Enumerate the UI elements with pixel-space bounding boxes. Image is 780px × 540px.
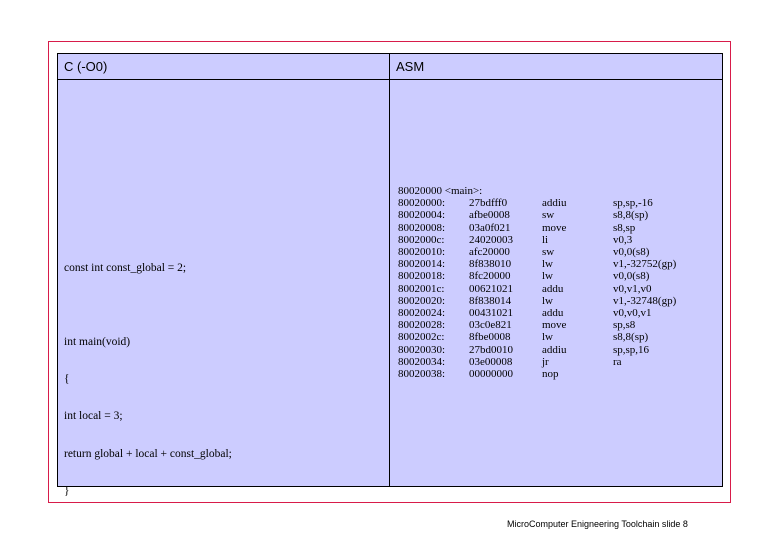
asm-machine-code: 00000000 <box>469 368 513 381</box>
c-column-header: C (-O0) <box>58 54 390 80</box>
c-code-line: { <box>64 373 70 386</box>
asm-column-header: ASM <box>390 54 722 80</box>
asm-row <box>398 270 676 282</box>
asm-operands: v0,v0,v1 <box>613 307 652 320</box>
asm-row <box>398 307 676 319</box>
asm-operands: s8,sp <box>613 221 636 234</box>
asm-address: 80020014: <box>398 258 446 271</box>
asm-opcode: addiu <box>542 197 567 210</box>
asm-machine-code: 8f838014 <box>469 294 512 307</box>
asm-row <box>398 344 676 356</box>
asm-operands: sp,sp,16 <box>613 343 650 356</box>
asm-machine-code: 03a0f021 <box>469 221 511 234</box>
c-code-line: int local = 3; <box>64 410 123 423</box>
asm-row <box>398 331 676 343</box>
asm-address: 80020020: <box>398 294 446 307</box>
asm-opcode: lw <box>542 331 553 344</box>
asm-machine-code: 8fbe0008 <box>469 331 511 344</box>
asm-row <box>398 368 676 380</box>
asm-machine-code: 27bdfff0 <box>469 197 508 210</box>
c-code-line: int main(void) <box>64 335 131 348</box>
asm-machine-code: 00621021 <box>469 282 513 295</box>
asm-operands: sp,s8 <box>613 319 636 332</box>
asm-address: 80020018: <box>398 270 446 283</box>
asm-machine-code: 03c0e821 <box>469 319 512 332</box>
asm-machine-code: afbe0008 <box>469 209 510 222</box>
asm-opcode: lw <box>542 294 553 307</box>
asm-row <box>398 258 676 270</box>
asm-address: 80020008: <box>398 221 446 234</box>
asm-operands: ra <box>613 355 622 368</box>
asm-operands: v1,-32748(gp) <box>613 294 677 307</box>
asm-opcode: lw <box>542 258 553 271</box>
asm-machine-code: 27bd0010 <box>469 343 513 356</box>
column-divider <box>389 80 390 486</box>
asm-operands: v0,v1,v0 <box>613 282 652 295</box>
asm-address: 80020034: <box>398 355 446 368</box>
c-code-line: const int const_global = 2; <box>64 261 187 274</box>
asm-operands: v1,-32752(gp) <box>613 258 677 271</box>
slide-footer: MicroComputer Enigneering Toolchain slide 8 <box>507 519 688 529</box>
asm-row <box>398 295 676 307</box>
asm-row <box>398 234 676 246</box>
code-comparison-table <box>57 53 723 497</box>
c-code-line: return global + local + const_global; <box>64 447 232 460</box>
asm-row <box>398 209 676 221</box>
asm-operands: v0,3 <box>613 233 633 246</box>
asm-opcode: jr <box>542 355 549 368</box>
asm-operands: s8,8(sp) <box>613 209 649 222</box>
asm-address: 80020000: <box>398 197 446 210</box>
asm-address: 80020028: <box>398 319 446 332</box>
c-code-line: } <box>64 484 70 497</box>
asm-machine-code: 00431021 <box>469 307 513 320</box>
asm-opcode: addu <box>542 307 564 320</box>
asm-address: 8002002c: <box>398 331 445 344</box>
asm-address: 80020010: <box>398 246 446 259</box>
asm-opcode: sw <box>542 209 555 222</box>
asm-machine-code: 03e00008 <box>469 355 513 368</box>
asm-row <box>398 283 676 295</box>
asm-row <box>398 222 676 234</box>
asm-row <box>398 246 676 258</box>
asm-opcode: addu <box>542 282 564 295</box>
asm-opcode: addiu <box>542 343 567 356</box>
asm-address: 80020004: <box>398 209 446 222</box>
asm-address: 80020024: <box>398 307 446 320</box>
asm-opcode: lw <box>542 270 553 283</box>
asm-row <box>398 197 676 209</box>
asm-machine-code: afc20000 <box>469 246 510 259</box>
asm-operands: v0,0(s8) <box>613 270 650 283</box>
asm-opcode: move <box>542 221 567 234</box>
asm-row <box>398 356 676 368</box>
asm-machine-code: 8fc20000 <box>469 270 511 283</box>
asm-machine-code: 8f838010 <box>469 258 512 271</box>
asm-listing <box>398 185 676 380</box>
asm-address: 8002001c: <box>398 282 445 295</box>
asm-row <box>398 319 676 331</box>
asm-opcode: sw <box>542 246 555 259</box>
asm-operands: s8,8(sp) <box>613 331 649 344</box>
asm-operands: v0,0(s8) <box>613 246 650 259</box>
asm-opcode: nop <box>542 368 559 381</box>
asm-address: 80020030: <box>398 343 446 356</box>
asm-address: 8002000c: <box>398 233 445 246</box>
asm-opcode: move <box>542 319 567 332</box>
asm-operands: sp,sp,-16 <box>613 197 653 210</box>
asm-address: 80020038: <box>398 368 446 381</box>
asm-function-label: 80020000 <main>: <box>398 185 483 197</box>
asm-machine-code: 24020003 <box>469 233 513 246</box>
asm-opcode: li <box>542 233 549 246</box>
c-source-code <box>64 237 232 522</box>
